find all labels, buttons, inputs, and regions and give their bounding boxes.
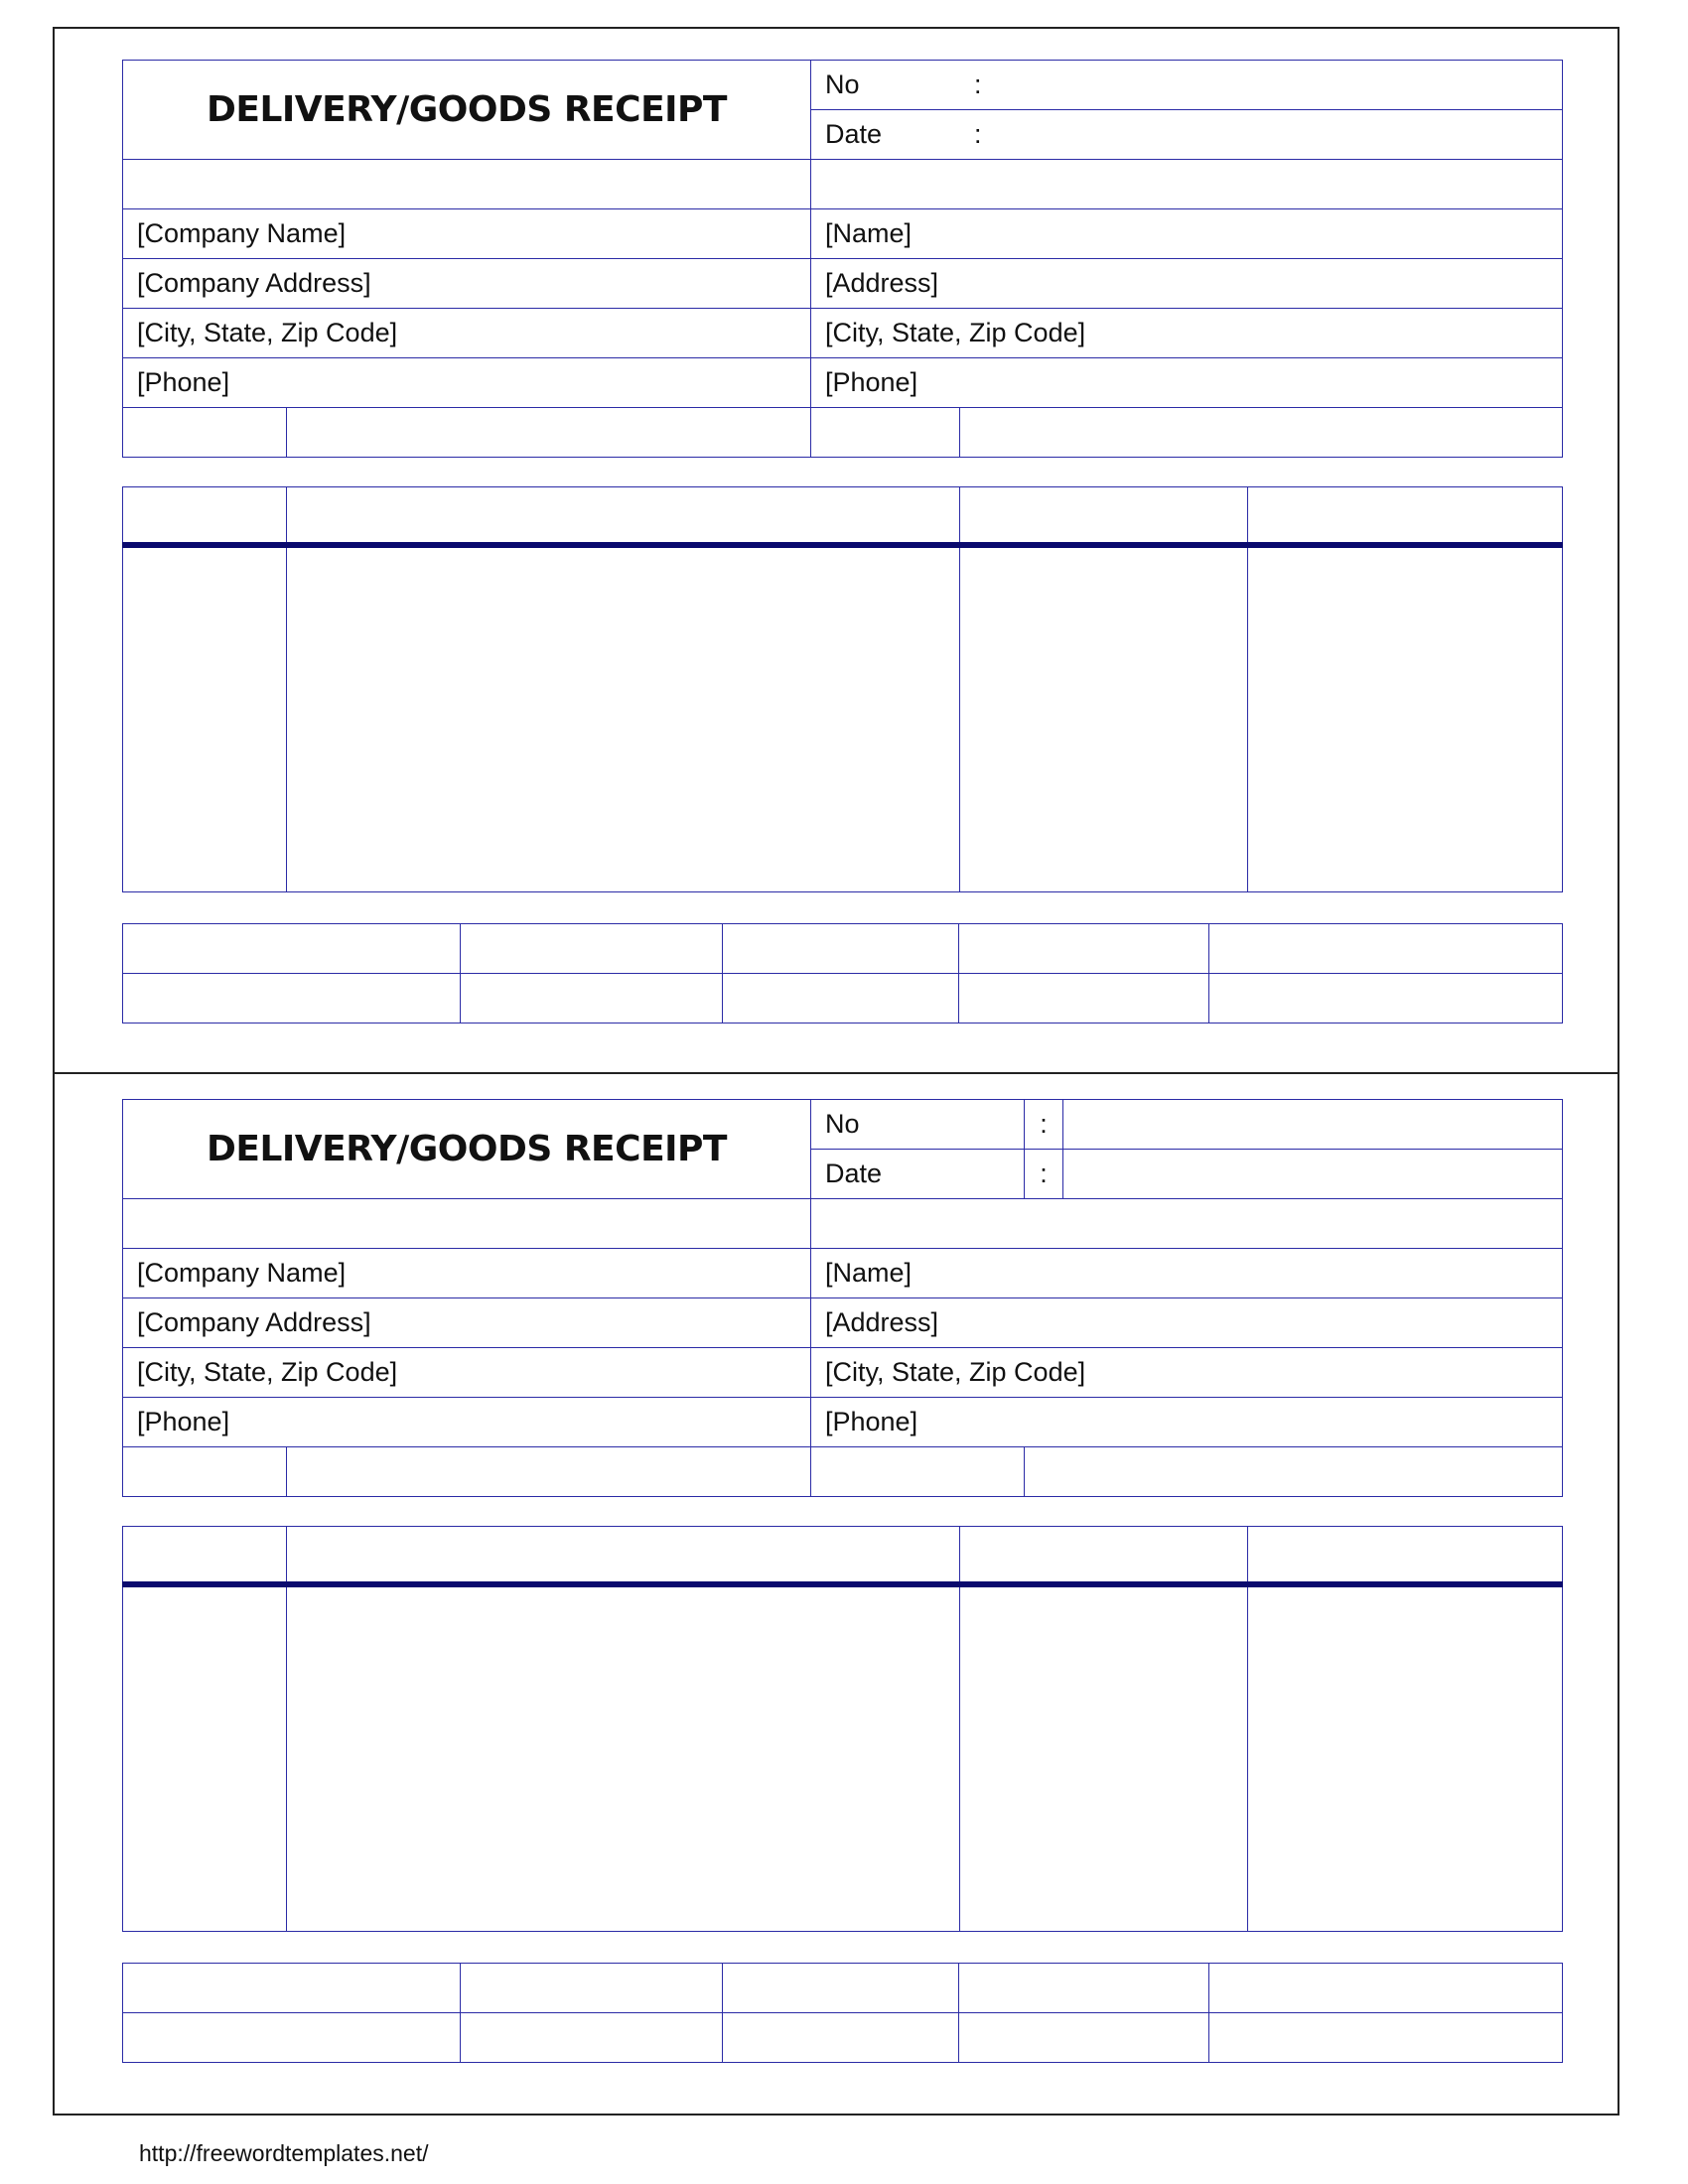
signature-table [122,923,1563,1024]
items-body-cell[interactable] [960,545,1248,892]
signature-header-cell[interactable] [123,924,461,974]
signature-value-cell[interactable] [723,974,959,1024]
signature-value-cell[interactable] [1209,974,1563,1024]
receipt-date-field[interactable] [1063,1150,1563,1199]
items-header-cell[interactable] [123,487,287,545]
items-body-cell[interactable] [960,1584,1248,1932]
receipt-title: DELIVERY/GOODS RECEIPT [123,61,811,160]
receipt-title: DELIVERY/GOODS RECEIPT [123,1100,811,1199]
sender-extra-label-cell[interactable] [123,408,287,458]
receipt-number-field[interactable] [811,61,1563,110]
items-body-cell[interactable] [1248,1584,1563,1932]
signature-header-cell[interactable] [723,924,959,974]
recipient-address[interactable]: [Address] [811,1298,1563,1348]
sender-company-name[interactable]: [Company Name] [123,209,811,259]
receipt-date-field[interactable] [811,110,1563,160]
signature-value-cell[interactable] [1209,2013,1563,2063]
sender-extra-label-cell[interactable] [123,1447,287,1497]
signature-header-cell[interactable] [1209,924,1563,974]
signature-value-cell[interactable] [123,2013,461,2063]
signature-value-cell[interactable] [461,2013,723,2063]
recipient-phone[interactable]: [Phone] [811,358,1563,408]
date-label: Date [811,1150,1025,1199]
recipient-extra-value-cell[interactable] [1025,1447,1563,1497]
recipient-name[interactable]: [Name] [811,1249,1563,1298]
items-header-cell[interactable] [1248,1527,1563,1584]
no-label: No [811,1100,1025,1150]
sender-city-state-zip[interactable]: [City, State, Zip Code] [123,1348,811,1398]
sender-city-state-zip[interactable]: [City, State, Zip Code] [123,309,811,358]
colon: : [974,119,982,149]
sender-phone[interactable]: [Phone] [123,1398,811,1447]
sender-company-address[interactable]: [Company Address] [123,259,811,309]
recipient-address[interactable]: [Address] [811,259,1563,309]
items-header-cell[interactable] [287,1527,960,1584]
items-body-cell[interactable] [1248,545,1563,892]
receipt-header-table [122,60,1563,458]
recipient-name[interactable]: [Name] [811,209,1563,259]
no-label: No [825,69,860,99]
signature-header-cell[interactable] [1209,1964,1563,2013]
items-header-cell[interactable] [123,1527,287,1584]
signature-header-cell[interactable] [959,1964,1209,2013]
signature-value-cell[interactable] [723,2013,959,2063]
colon: : [1025,1100,1063,1150]
items-body-cell[interactable] [123,545,287,892]
items-body-cell[interactable] [123,1584,287,1932]
footer-url[interactable]: http://freewordtemplates.net/ [139,2140,429,2166]
sender-blank-cell[interactable] [123,1199,811,1249]
sender-blank-cell[interactable] [123,160,811,209]
colon: : [1025,1150,1063,1199]
items-table [122,486,1563,892]
receipt-number-field[interactable] [1063,1100,1563,1150]
recipient-blank-cell[interactable] [811,160,1563,209]
items-header-cell[interactable] [960,487,1248,545]
recipient-city-state-zip[interactable]: [City, State, Zip Code] [811,309,1563,358]
items-header-cell[interactable] [287,487,960,545]
sender-phone[interactable]: [Phone] [123,358,811,408]
sender-extra-value-cell[interactable] [287,408,811,458]
recipient-extra-label-cell[interactable] [811,1447,1025,1497]
date-label: Date [825,119,883,149]
signature-table [122,1963,1563,2063]
items-header-cell[interactable] [960,1527,1248,1584]
signature-header-cell[interactable] [461,1964,723,2013]
signature-header-cell[interactable] [461,924,723,974]
sender-company-address[interactable]: [Company Address] [123,1298,811,1348]
signature-value-cell[interactable] [959,974,1209,1024]
items-body-cell[interactable] [287,1584,960,1932]
recipient-phone[interactable]: [Phone] [811,1398,1563,1447]
recipient-extra-value-cell[interactable] [960,408,1563,458]
sender-extra-value-cell[interactable] [287,1447,811,1497]
signature-value-cell[interactable] [461,974,723,1024]
items-table [122,1526,1563,1932]
signature-header-cell[interactable] [723,1964,959,2013]
signature-value-cell[interactable] [959,2013,1209,2063]
recipient-extra-label-cell[interactable] [811,408,960,458]
items-body-cell[interactable] [287,545,960,892]
signature-header-cell[interactable] [959,924,1209,974]
recipient-city-state-zip[interactable]: [City, State, Zip Code] [811,1348,1563,1398]
items-header-cell[interactable] [1248,487,1563,545]
sender-company-name[interactable]: [Company Name] [123,1249,811,1298]
signature-value-cell[interactable] [123,974,461,1024]
receipt-header-table [122,1099,1563,1497]
recipient-blank-cell[interactable] [811,1199,1563,1249]
signature-header-cell[interactable] [123,1964,461,2013]
colon: : [974,69,982,99]
